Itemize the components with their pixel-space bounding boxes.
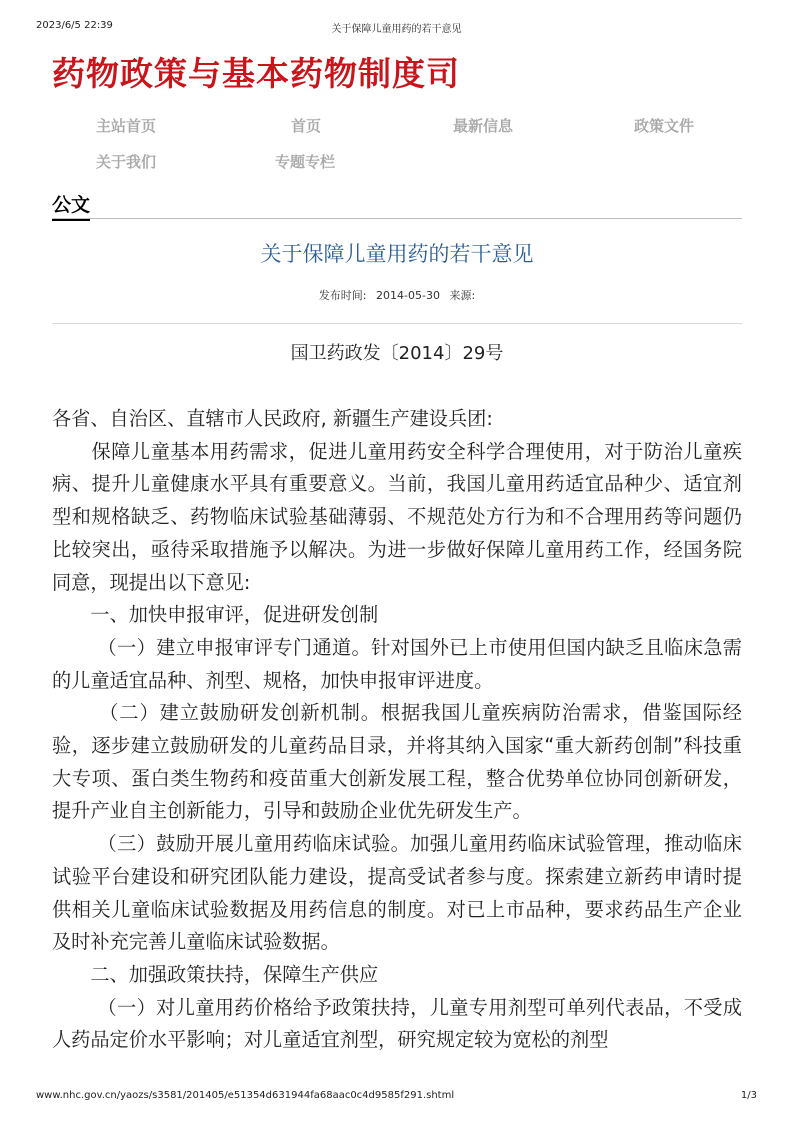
page-url: www.nhc.gov.cn/yaozs/s3581/201405/e51354d631944fa68aac0c4d9585f291.shtml: [36, 1090, 455, 1101]
published-label: 发布时间:: [318, 289, 367, 302]
site-title[interactable]: 药物政策与基本药物制度司: [52, 54, 460, 93]
print-footer: [36, 1090, 757, 1104]
salutation: 各省、自治区、直辖市人民政府, 新疆生产建设兵团:: [52, 407, 493, 430]
print-page-title: 关于保障儿童用药的若干意见: [331, 24, 462, 35]
nav-item-about-us[interactable]: 关于我们: [96, 153, 157, 171]
section-heading: 一、加快申报审评，促进研发创制: [52, 603, 379, 627]
article-body: [52, 403, 742, 1057]
nav-item-main-site-home[interactable]: 主站首页: [96, 117, 157, 135]
section-divider: [52, 218, 742, 219]
article-title: 关于保障儿童用药的若干意见: [260, 242, 534, 266]
section-heading: 二、加强政策扶持，保障生产供应: [52, 962, 379, 986]
body-paragraph: （三）鼓励开展儿童用药临床试验。加强儿童用药临床试验管理，推动临床试验平台建设和研究团队能力建设，提高受试者参与度。探索建立新药申请时提供相关儿童临床试验数据及用药信息的制度。对已上市品种，要求药品生产企业及时补充完善儿童临床试验数据。: [52, 832, 742, 954]
section-label: 公文: [52, 193, 90, 221]
page-number: 1/3: [740, 1090, 757, 1101]
body-paragraph: （一）对儿童用药价格给予政策扶持，儿童专用剂型可单列代表品，不受成人药品定价水平影响；对儿童适宜剂型，研究规定较为宽松的剂型: [52, 995, 742, 1052]
body-paragraph: （一）建立申报审评专门通道。针对国外已上市使用但国内缺乏且临床急需的儿童适宜品种、剂型、规格，加快申报审评进度。: [52, 635, 742, 692]
meta-divider: [52, 323, 742, 324]
print-datetime: 2023/6/5 22:39: [36, 20, 113, 31]
document-number: 国卫药政发〔2014〕29号: [290, 343, 504, 364]
body-paragraph: 保障儿童基本用药需求，促进儿童用药安全科学合理使用，对于防治儿童疾病、提升儿童健康水平具有重要意义。当前，我国儿童用药适宜品种少、适宜剂型和规格缺乏、药物临床试验基础薄弱、不规范处方行为和不合理用药等问题仍比较突出，亟待采取措施予以解决。为进一步做好保障儿童用药工作，经国务院同意，现提出以下意见:: [52, 439, 742, 594]
article-meta: [52, 288, 742, 304]
published-date: 2014-05-30: [376, 289, 440, 302]
main-nav: [52, 116, 742, 180]
nav-item-special-topics[interactable]: 专题专栏: [275, 153, 336, 171]
source-label: 来源:: [449, 289, 476, 302]
nav-item-policy-documents[interactable]: 政策文件: [634, 117, 695, 135]
body-paragraph: （二）建立鼓励研发创新机制。根据我国儿童疾病防治需求，借鉴国际经验，逐步建立鼓励研发的儿童药品目录，并将其纳入国家“重大新药创制”科技重大专项、蛋白类生物药和疫苗重大创新发展工程，整合优势单位协同创新研发，提升产业自主创新能力，引导和鼓励企业优先研发生产。: [52, 701, 742, 823]
nav-item-home[interactable]: 首页: [291, 117, 322, 135]
print-header: [36, 20, 757, 34]
nav-item-latest-news[interactable]: 最新信息: [453, 117, 514, 135]
